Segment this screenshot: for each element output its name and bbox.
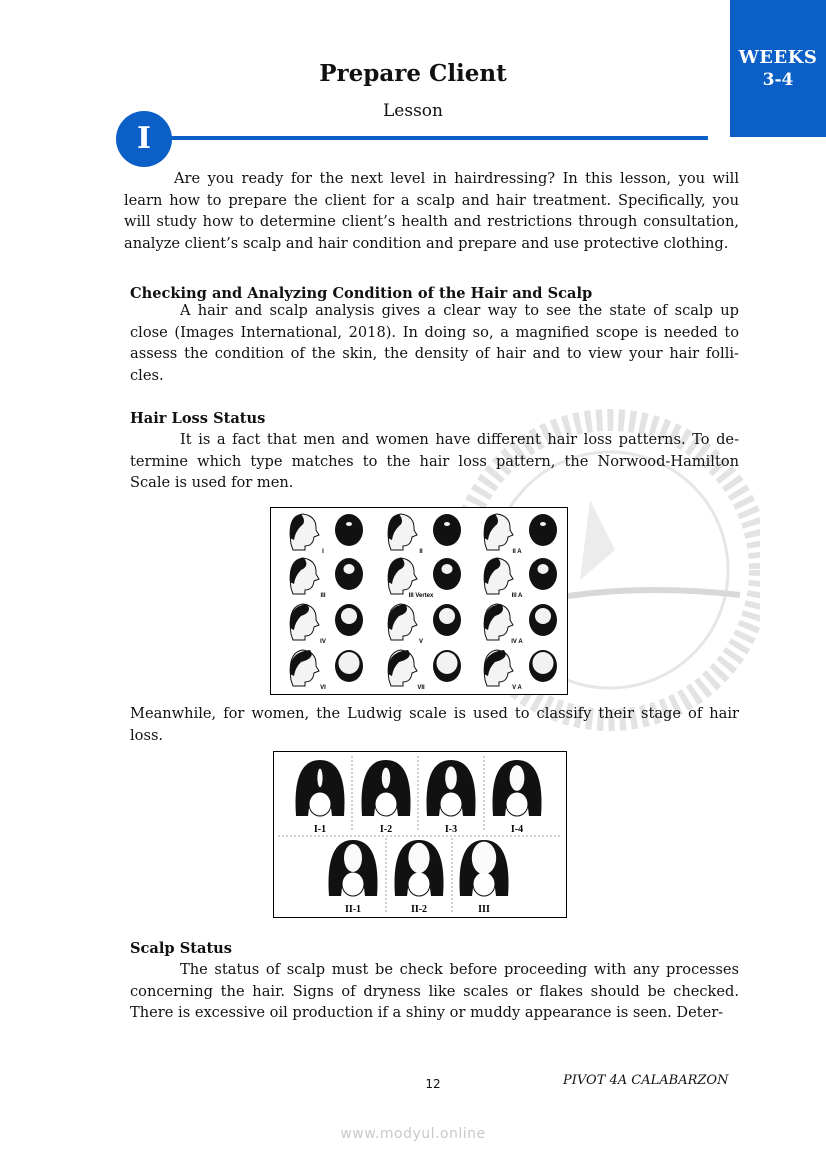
- face: [408, 872, 430, 896]
- thinning-area: [317, 769, 322, 787]
- checking-paragraph: [130, 300, 739, 386]
- thinning-area: [382, 768, 390, 789]
- norwood-label: III A: [511, 593, 523, 599]
- bald-area: [442, 564, 453, 574]
- thinning-area: [408, 843, 429, 873]
- ludwig-stage: [493, 760, 542, 835]
- bald-area: [437, 652, 458, 674]
- face: [473, 872, 495, 896]
- norwood-hamilton-chart: [271, 508, 567, 694]
- scalp-paragraph: [130, 959, 739, 1024]
- ludwig-stage: [395, 840, 444, 915]
- heading-scalp-status: Scalp Status: [130, 940, 233, 957]
- bald-area: [444, 522, 450, 526]
- intro-text: Are you ready for the next level in hairdressing? In this lesson, you will learn how to prepare the client for a scalp and hair treatment. Specifically, you will study how to determine client’s health and restrictions through consultation, analyze client’s scalp and hair condition and prepare and use protective clothing.: [124, 170, 739, 252]
- heading-checking: Checking and Analyzing Condition of the Hair and Scalp: [130, 285, 593, 302]
- ludwig-label: I-3: [444, 824, 458, 835]
- bald-area: [339, 652, 360, 674]
- page-number: 12: [425, 1077, 441, 1091]
- face: [440, 792, 462, 816]
- norwood-stage: [290, 558, 363, 599]
- norwood-hamilton-figure: [270, 507, 568, 695]
- bald-area: [341, 608, 357, 624]
- head-top-view: [335, 514, 363, 546]
- thinning-area: [445, 766, 457, 789]
- norwood-label: IV A: [511, 639, 523, 645]
- norwood-stage: [484, 558, 557, 599]
- thinning-area: [472, 842, 496, 875]
- face: [309, 792, 331, 816]
- bald-area: [540, 522, 546, 526]
- norwood-stage: [484, 514, 557, 555]
- footer-pivot: PIVOT 4A CALABARZON: [563, 1073, 729, 1088]
- site-watermark: www.modyul.online: [340, 1126, 486, 1142]
- norwood-label: IV: [320, 639, 326, 645]
- norwood-stage: [290, 514, 363, 555]
- checking-text: A hair and scalp analysis gives a clear way to see the state of scalp up close (Images International, 2018). In doing so, a magnified scope is needed to assess the condition of the skin, the density of hair and to view your hair folli-cles.: [130, 302, 739, 384]
- section-badge: I: [116, 111, 172, 167]
- ludwig-stage: [427, 760, 476, 835]
- norwood-label: III Vertex: [408, 593, 434, 599]
- norwood-label: VII: [417, 685, 425, 691]
- ludwig-label: III: [478, 904, 490, 915]
- norwood-label: II A: [512, 549, 522, 555]
- weeks-label: WEEKS: [738, 47, 818, 68]
- bald-area: [439, 608, 455, 624]
- face: [375, 792, 397, 816]
- ludwig-intro-paragraph: Meanwhile, for women, the Ludwig scale is used to classify their stage of hair loss.: [130, 705, 739, 744]
- bald-area: [344, 564, 355, 574]
- bald-area: [533, 652, 554, 674]
- head-top-view: [529, 514, 557, 546]
- ludwig-figure: [273, 751, 567, 918]
- norwood-label: V A: [512, 685, 522, 691]
- scalp-text: The status of scalp must be check before proceeding with any processes concerning the hair. Signs of dryness like scales or flakes should be checked. There is excessive oil production if a shiny or muddy appearance is seen. Deter-: [130, 961, 739, 1021]
- norwood-stage: [290, 604, 363, 645]
- norwood-label: VI: [320, 685, 326, 691]
- weeks-range: 3-4: [762, 70, 794, 90]
- norwood-stage: [388, 604, 461, 645]
- hair-loss-paragraph: [130, 429, 739, 494]
- face: [506, 792, 528, 816]
- norwood-stage: [388, 514, 461, 555]
- ludwig-label: II-2: [410, 904, 428, 915]
- ludwig-chart: [274, 752, 566, 917]
- ludwig-stage: [296, 760, 345, 835]
- norwood-stage: [484, 604, 557, 645]
- thinning-area: [510, 765, 525, 791]
- ludwig-label: I-4: [510, 824, 524, 835]
- ludwig-label: II-1: [344, 904, 362, 915]
- norwood-stage: [388, 650, 461, 691]
- norwood-label: II: [419, 549, 423, 555]
- thinning-area: [344, 844, 362, 872]
- ludwig-label: I-2: [379, 824, 393, 835]
- title-rule: [168, 136, 708, 140]
- head-top-view: [433, 514, 461, 546]
- norwood-label: I: [322, 549, 324, 555]
- ludwig-stage: [460, 840, 509, 915]
- norwood-label: III: [320, 593, 326, 599]
- ludwig-stage: [362, 760, 411, 835]
- norwood-stage: [290, 650, 363, 691]
- hair-loss-text: It is a fact that men and women have different hair loss patterns. To de-termine which type matches to the hair loss pattern, the Norwood-Hamilton Scale is used for men.: [130, 431, 739, 491]
- intro-paragraph: [124, 168, 739, 254]
- bald-area: [346, 522, 352, 526]
- face: [342, 872, 364, 896]
- bald-area: [538, 564, 549, 574]
- bald-area: [535, 608, 551, 624]
- norwood-stage: [484, 650, 557, 691]
- page-subtitle: Lesson: [383, 101, 443, 121]
- ludwig-stage: [329, 840, 378, 915]
- ludwig-label: I-1: [313, 824, 327, 835]
- heading-hair-loss: Hair Loss Status: [130, 410, 266, 427]
- norwood-stage: [388, 558, 461, 599]
- norwood-label: V: [418, 639, 424, 645]
- page-title: Prepare Client: [319, 60, 507, 87]
